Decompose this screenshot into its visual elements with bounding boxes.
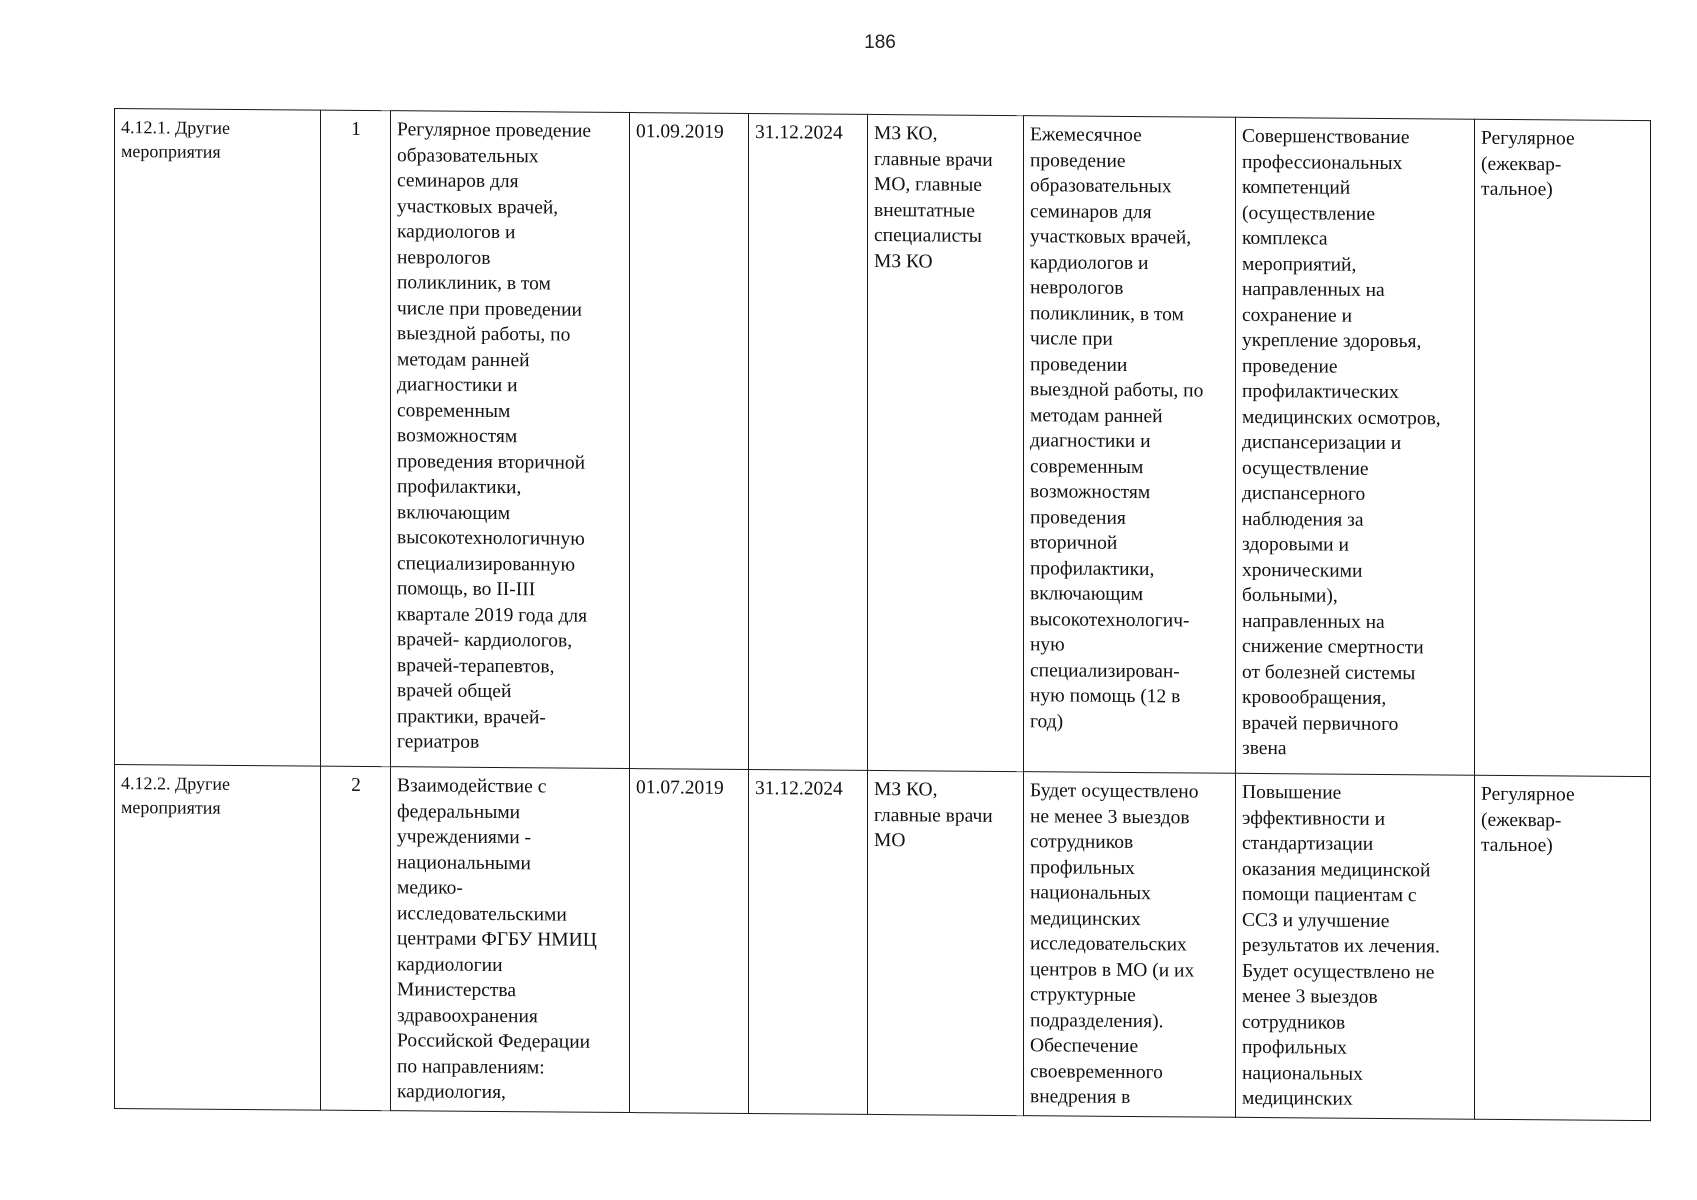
- result: Будет осуществлено не менее 3 выездов сотрудников профильных национальных медицинских исследовательских центров в МО (и их структурные подразделения). Обеспечение своевременного внедрения в: [1030, 780, 1199, 1108]
- frequency-cell: [1475, 119, 1651, 776]
- result: Ежемесячное проведение образовательных семинаров для участковых врачей, кардиологов и неврологов поликлиник, в том числе при проведении выездной работы, по методам ранней диагностики и современным возможностям проведения вторичной профилактики, включающим высокотехнологич- ную специализирован- ную помощь (12 в год): [1030, 124, 1204, 732]
- start-date-cell: [630, 769, 749, 1114]
- effect: Совершенствование профессиональных компетенций (осуществление комплекса мероприятий, направленных на сохранение и укрепление здоровья, проведение профилактических медицинских осмотров, диспансеризации и осуществление диспансерного наблюдения за здоровыми и хроническими больными), направленных на снижение смертности от болезней системы кровообращения, врачей первичного звена: [1242, 125, 1441, 760]
- effect: Повышение эффективности и стандартизации оказания медицинской помощи пациентам с ССЗ и улучшение результатов их лечения. Будет осуществлено не менее 3 выездов сотрудников профильных национальных медицинских: [1242, 781, 1440, 1110]
- measure-code-cell: [115, 765, 321, 1111]
- effect-cell: [1236, 773, 1475, 1119]
- measure-code: 4.12.2. Другие мероприятия: [121, 773, 231, 818]
- end-date-cell: [749, 769, 868, 1114]
- event-description: Регулярное проведение образовательных семинаров для участковых врачей, кардиологов и неврологов поликлиник, в том числе при проведении выездной работы, по методам ранней диагностики и современным возможностям проведения вторичной профилактики, включающим высокотехнологичную специализированную помощь, во II-III квартале 2019 года для врачей- кардиологов, врачей-терапевтов, врачей общей практики, врачей- гериатров: [397, 119, 592, 753]
- responsible: МЗ КО, главные врачи МО, главные внештатные специалисты МЗ КО: [874, 122, 993, 272]
- row-number: 1: [351, 118, 361, 140]
- result-cell: [1024, 116, 1236, 774]
- end-date-cell: [749, 113, 868, 770]
- measure-code-cell: [115, 109, 321, 767]
- page-number: 186: [864, 32, 896, 53]
- frequency: Регулярное (ежеквар- тальное): [1481, 783, 1575, 857]
- row-number: 2: [351, 774, 361, 796]
- event-description-cell: [391, 767, 630, 1113]
- table-row: [115, 765, 1651, 1121]
- result-cell: [1024, 772, 1236, 1118]
- start-date: 01.07.2019: [636, 777, 724, 799]
- frequency: Регулярное (ежеквар- тальное): [1481, 127, 1575, 201]
- measure-code: 4.12.1. Другие мероприятия: [121, 117, 231, 162]
- responsible-cell: [868, 770, 1024, 1115]
- start-date-cell: [630, 113, 749, 770]
- event-description: Взаимодействие с федеральными учреждениями - национальными медико- исследовательскими центрами ФГБУ НМИЦ кардиологии Министерства здравоохранения Российской Федерации по направлениям: кардиология,: [397, 775, 597, 1104]
- measures-table: [114, 108, 1651, 1121]
- responsible: МЗ КО, главные врачи МО: [874, 778, 993, 852]
- effect-cell: [1236, 117, 1475, 775]
- table-row: [115, 109, 1651, 777]
- row-number-cell: [321, 110, 391, 767]
- end-date: 31.12.2024: [755, 778, 843, 800]
- row-number-cell: [321, 766, 391, 1111]
- frequency-cell: [1475, 775, 1651, 1120]
- start-date: 01.09.2019: [636, 121, 724, 143]
- event-description-cell: [391, 111, 630, 769]
- end-date: 31.12.2024: [755, 122, 843, 144]
- responsible-cell: [868, 114, 1024, 771]
